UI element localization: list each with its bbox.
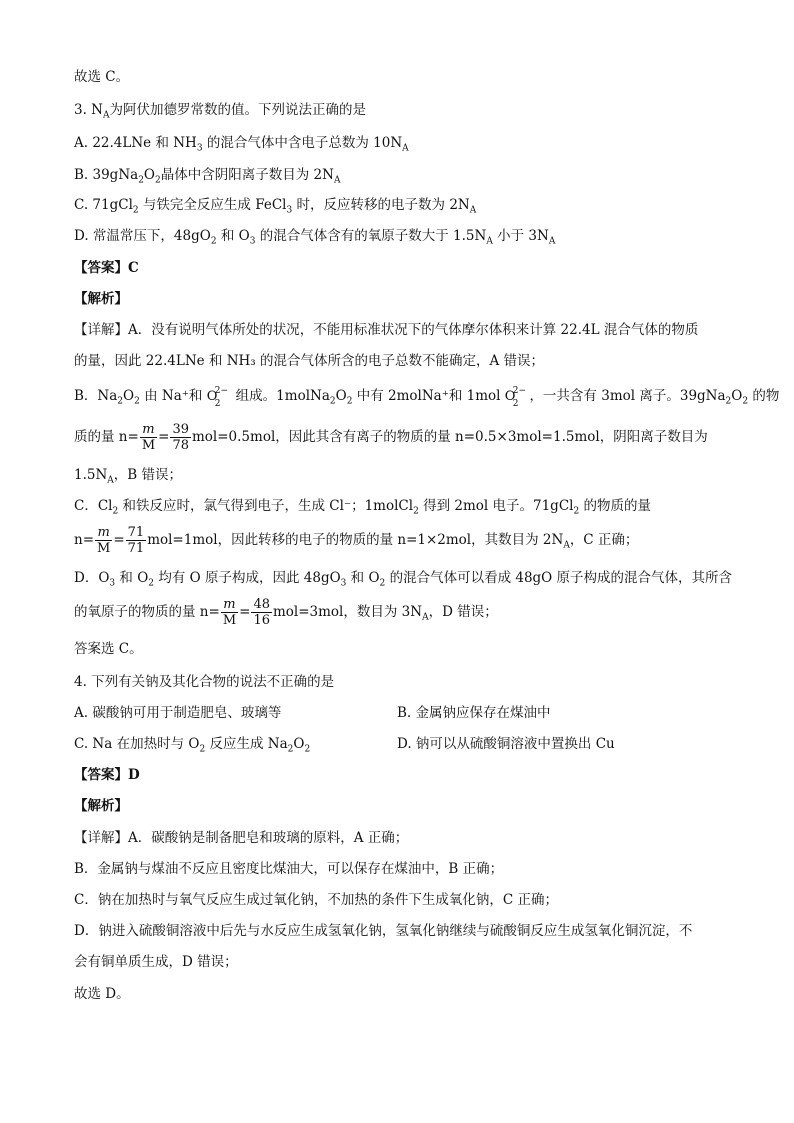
analysis-text: B．$Na_2O_2$ 由 Na⁺和 O 2− 2 组成。$1molNa_2O_2$ 中有 2molNa⁺和 1mol O 2− 2 ，一共含有 3mol 离子。$39gNa_2O_2$ 的物	[74, 385, 780, 409]
analysis-text: 【详解】A．没有说明气体所处的状况，不能用标准状况下的气体摩尔体积来计算 22.4L 混合气体的物质	[74, 322, 699, 338]
analysis-text: D．钠进入硫酸铜溶液中后先与水反应生成氢氧化钠，氢氧化钠继续与硫酸铜反应生成氢氧化铜沉淀，不	[74, 923, 693, 939]
analysis-label: 【解析】	[74, 291, 128, 307]
question-4-option-c: C. Na 在加热时与 $O_2$ 反应生成 $Na_2O_2$	[74, 736, 311, 755]
question-3-option-b: B. $39gNa_2O_2$晶体中含阴阳离子数目为 $2N_A$	[74, 167, 341, 186]
analysis-text: $1.5N_A$，B 错误；	[74, 467, 183, 486]
analysis-label: 【解析】	[74, 798, 128, 814]
fraction: $\frac{71}{71}$	[127, 525, 145, 556]
fraction: $\frac{39}{78}$	[172, 422, 189, 453]
question-3-stem: 3. $N_A$为阿伏加德罗常数的值。下列说法正确的是	[74, 102, 366, 121]
text-line: 故选 D。	[74, 986, 130, 1002]
analysis-text: 会有铜单质生成，D 错误；	[74, 954, 238, 970]
analysis-text: 的氧原子的物质的量 n= $\frac{m}{M}$ = $\frac{48}{16}$ mol=3mol，数目为 $3N_A$，D 错误；	[74, 597, 498, 628]
peroxide-ion: O 2− 2	[504, 385, 527, 409]
text-line: 故选 C。	[74, 69, 130, 85]
fraction: $\frac{m}{M}$	[97, 525, 111, 556]
analysis-text: C．$Cl_2$ 和铁反应时，氯气得到电子，生成 Cl⁻；1molCl$_2$ 得到 2mol 电子。71gCl$_2$ 的物质的量	[74, 498, 652, 517]
question-3-option-a: A. 22.4LNe 和 $NH_3$ 的混合气体中含电子总数为 $10N_A$	[74, 135, 409, 154]
answer-label: 【答案】D	[74, 767, 140, 783]
analysis-text: 【详解】A．碳酸钠是制备肥皂和玻璃的原料，A 正确；	[74, 830, 409, 846]
text-line: 答案选 C。	[74, 641, 143, 657]
answer-label: 【答案】C	[74, 260, 139, 276]
fraction: $\frac{m}{M}$	[141, 422, 156, 453]
question-3-option-c: C. 71gCl$_2$ 与铁完全反应生成 FeCl$_3$ 时，反应转移的电子数为 $2N_A$	[74, 197, 477, 216]
analysis-text: 的量，因此 22.4LNe 和 NH₃ 的混合气体所含的电子总数不能确定，A 错误；	[74, 353, 545, 369]
question-4-option-b: B. 金属钠应保存在煤油中	[397, 705, 551, 721]
question-4-options-ab: A. 碳酸钠可用于制造肥皂、玻璃等	[74, 705, 282, 721]
analysis-text: 质的量 n= $\frac{m}{M}$ = $\frac{39}{78}$ mol=0.5mol，因此其含有离子的物质的量 n=0.5×3mol=1.5mol，阴阳离子数目为	[74, 422, 708, 453]
analysis-text: n= $\frac{m}{M}$ = $\frac{71}{71}$ mol=1mol，因此转移的电子的物质的量 n=1×2mol，其数目为 $2N_A$，C 正确；	[74, 525, 639, 556]
fraction: $\frac{48}{16}$	[253, 597, 270, 628]
analysis-text: D．$O_3$ 和 $O_2$ 均有 O 原子构成，因此 $48gO_3$ 和 $O_2$ 的混合气体可以看成 48gO 原子构成的混合气体，其所含	[74, 570, 733, 589]
analysis-text: C．钠在加热时与氧气反应生成过氧化钠，不加热的条件下生成氧化钠，C 正确；	[74, 892, 558, 908]
question-3-option-d: D. 常温常压下，$48gO_2$ 和 $O_3$ 的混合气体含有的氧原子数大于 $1.5N_A$ 小于 $3N_A$	[74, 228, 556, 247]
analysis-text: B．金属钠与煤油不反应且密度比煤油大，可以保存在煤油中，B 正确；	[74, 861, 504, 877]
fraction: $\frac{m}{M}$	[222, 597, 237, 628]
question-4-stem: 4. 下列有关钠及其化合物的说法不正确的是	[74, 674, 335, 690]
peroxide-ion: O 2− 2	[206, 385, 228, 409]
question-4-option-d: D. 钠可以从硫酸铜溶液中置换出 Cu	[397, 736, 615, 752]
